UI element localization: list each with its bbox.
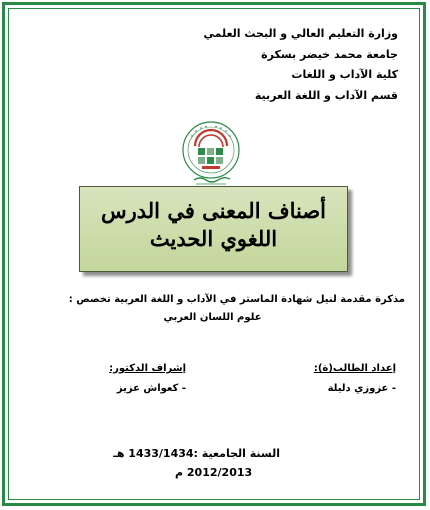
faculty-name: كلية الآداب و اللغات (291, 68, 398, 81)
memo-description: مذكرة مقدمة لنيل شهادة الماستر في الآداب و اللغة العربية تخصص : (68, 294, 405, 305)
thesis-title-line-2: اللغوي الحديث (149, 226, 278, 251)
academic-year-hijri: السنة الجامعية :1433/1434 هـ (113, 447, 280, 460)
ministry-name: وزارة التعليم العالي و البحث العلمي (203, 27, 398, 40)
memo-specialization: علوم اللسان العربي (163, 312, 262, 323)
header-institution-block (203, 24, 398, 106)
thesis-title-line-1: أصناف المعنى في الدرس (100, 198, 327, 223)
student-label: إعداد الطالب(ة): (313, 363, 396, 374)
student-name: - عزوزي دليلة (327, 383, 396, 394)
supervisor-name: - كعواش عزيز (116, 383, 186, 394)
university-name: جامعة محمد خيضر بسكرة (261, 47, 398, 61)
supervisor-label: إشراف الدكتور: (109, 363, 186, 374)
student-block (314, 363, 396, 394)
department-name: قسم الآداب و اللغة العربية (254, 88, 398, 102)
supervisor-block (109, 363, 186, 394)
academic-year-gregorian: 2012/2013 م (175, 466, 253, 479)
thesis-title-box (79, 186, 348, 272)
university-seal-icon (178, 120, 244, 188)
